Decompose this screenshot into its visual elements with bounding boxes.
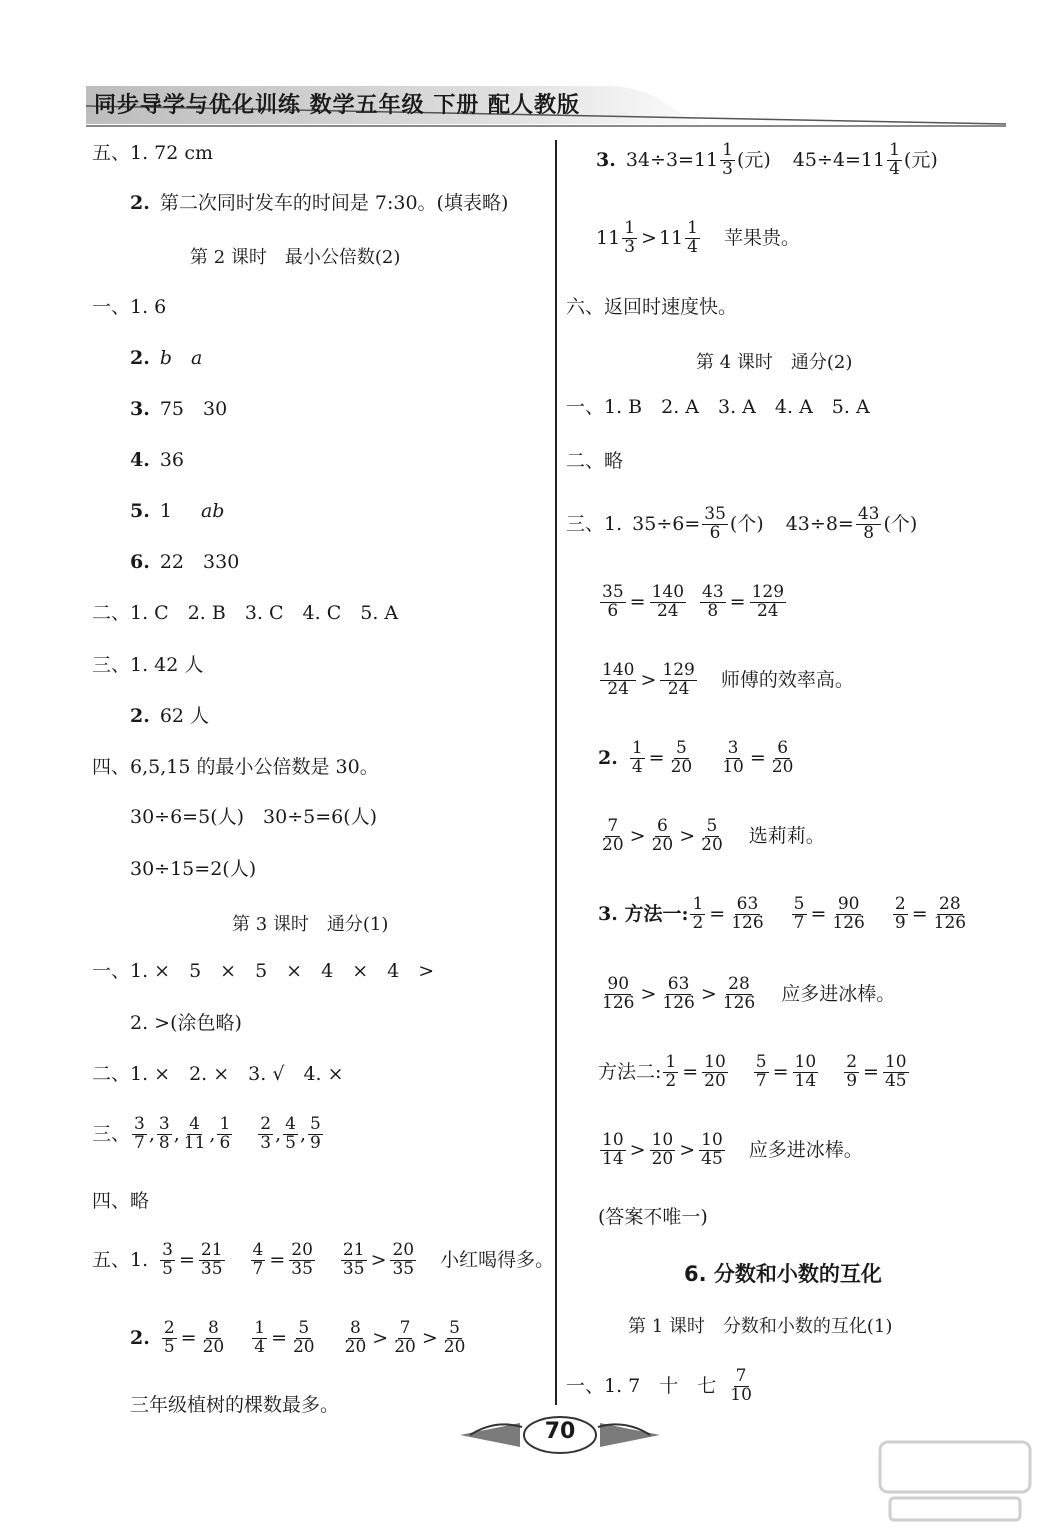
section-6-title: 6. 分数和小数的互化 [684,1262,882,1286]
answer-3b-fractions: 三、 $\frac{3}{7}$ , $\frac{3}{8}$ , $\frac{4}{11}$ , $\frac{1}{6}$ $\frac{2}{3}$ , $\frac{4}{5}$ , $\frac{5}{9}$ [92,1114,321,1153]
answer-text: 22 330 [159,551,240,573]
fraction: $\frac{3}{8}$ [158,1114,170,1153]
fraction: $\frac{3}{7}$ [134,1114,145,1153]
answer-text: 1 [159,500,191,522]
answer-3b-2: 2. >(涂色略) [130,1012,242,1034]
fraction: $\frac{5}{9}$ [310,1114,321,1153]
answer-6-1: 一、1. 7 十 七 $\frac{7}{10}$ [566,1366,752,1405]
answer-r-4-3-2-compare: $\frac{7}{20}$ > $\frac{6}{20}$ > $\frac{5}{20}$ 选莉莉。 [602,816,825,855]
answer-4-3: 30÷15=2(人) [130,858,257,880]
page-header [86,80,1006,130]
q-num: 2. [130,192,150,214]
header-title: 同步导学与优化训练 数学五年级 下册 配人教版 [94,93,580,118]
page-footer [460,1413,660,1457]
answer-text: 36 [159,449,185,471]
answer-4-1: 四、6,5,15 的最小公倍数是 30。 [92,756,379,778]
fraction: $\frac{2}{3}$ [260,1114,272,1153]
answer-1-5: 5. 1 ab [130,500,225,522]
answer-r-4-3-convert: $\frac{35}{6}$ = $\frac{140}{24}$ $\frac{43}{8}$ = $\frac{129}{24}$ [602,582,785,621]
answer-r-3: 3. 34÷3=11 $\frac{1}{3}$ (元) 45÷4=11 $\frac{1}{4}$ (元) [596,140,938,179]
answer-3-2: 2. 62 人 [130,705,210,727]
answer-r-4-3-compare: $\frac{140}{24}$ > $\frac{129}{24}$ 师傅的效率高。 [602,660,854,699]
answer-2: 二、1. C 2. B 3. C 4. C 5. A [92,602,399,624]
answer-r-4-1: 一、1. B 2. A 3. A 4. A 5. A [566,396,870,418]
column-divider [555,140,557,1405]
answer-5-2 [130,194,508,213]
label: 五、1. [92,1248,149,1271]
page-number: 70 [544,1419,576,1444]
answer-r-4-3-1: 三、1. 35÷6= $\frac{35}{6}$ (个) 43÷8= $\frac{43}{8}$ (个) [566,504,918,543]
answer-3b-1: 一、1. × 5 × 5 × 4 × 4 > [92,960,435,982]
answer-3b-5-1: 五、1. $\frac{3}{5}$ = $\frac{21}{35}$ $\frac{4}{7}$ = $\frac{20}{35}$ $\frac{21}{35}$ > $\frac{20}{35}$ 小红喝得多。 [92,1240,555,1279]
answer-note: (答案不唯一) [598,1206,708,1228]
answer-text: 小红喝得多。 [440,1248,555,1271]
answer-r-4-3-2: 2. $\frac{1}{4}$ = $\frac{5}{20}$ $\frac{3}{10}$ = $\frac{6}{20}$ [598,738,794,777]
answer-1-6: 6. 22 330 [130,551,240,573]
answer-r-4-3-3-m1: 3. 方法一: $\frac{1}{2}$ = $\frac{63}{126}$ $\frac{5}{7}$ = $\frac{90}{126}$ $\frac{2}{9}$ = $\frac{28}{126}$ [598,894,967,933]
answer-1-3: 3. 75 30 [130,398,228,420]
answer-r-4-3-3-m2: 方法二: $\frac{1}{2}$ = $\frac{10}{20}$ $\frac{5}{7}$ = $\frac{10}{14}$ $\frac{2}{9}$ = $\frac{10}{45}$ [598,1052,907,1091]
answer-1-4: 4. 36 [130,449,185,471]
watermark-logo [870,1436,1040,1526]
lesson-4-title: 第 4 课时 通分(2) [696,352,853,373]
lesson-2-title: 第 2 课时 最小公倍数(2) [190,247,401,268]
fraction: $\frac{4}{11}$ [183,1114,206,1153]
answer-3b-4: 四、略 [92,1190,150,1212]
lesson-6-1-title: 第 1 课时 分数和小数的互化(1) [628,1316,893,1337]
answer-3b-conclusion: 三年级植树的棵数最多。 [130,1394,340,1416]
answer-text: ab [200,500,225,522]
answer-4-2: 30÷6=5(人) 30÷5=6(人) [130,806,378,828]
answer-r-4-3-3-m1-compare: $\frac{90}{126}$ > $\frac{63}{126}$ > $\frac{28}{126}$ 应多进冰棒。 [602,974,896,1013]
fraction: $\frac{1}{6}$ [219,1114,231,1153]
answer-r-4-3-3-m2-compare: $\frac{10}{14}$ > $\frac{10}{20}$ > $\frac{10}{45}$ 应多进冰棒。 [602,1130,863,1169]
answer-r-3-compare: 11 $\frac{1}{3}$ > 11 $\frac{1}{4}$ 苹果贵。 [596,218,800,257]
answer-3b-5-2: 2. $\frac{2}{5}$ = $\frac{8}{20}$ $\frac{1}{4}$ = $\frac{5}{20}$ $\frac{8}{20}$ > $\frac{7}{20}$ > $\frac{5}{20}$ [130,1318,466,1357]
fraction: $\frac{4}{5}$ [285,1114,296,1153]
lesson-3-title: 第 3 课时 通分(1) [232,914,389,935]
answer-1-1: 一、1. 6 [92,296,167,318]
answer-r-6: 六、返回时速度快。 [566,296,738,318]
answer-1-2: 2. b a [130,347,203,369]
answer-3-1: 三、1. 42 人 [92,654,204,676]
answer-5-1: 五、1. 72 cm [92,142,214,164]
label: 三、 [92,1122,131,1145]
answer-text: 第二次同时发车的时间是 7:30。(填表略) [159,192,509,214]
answer-text: 62 人 [159,705,210,727]
answer-text: b a [159,347,203,369]
answer-text: 75 30 [159,398,228,420]
answer-3b-judge: 二、1. × 2. × 3. √ 4. × [92,1063,344,1085]
answer-r-4-2: 二、略 [566,450,624,472]
